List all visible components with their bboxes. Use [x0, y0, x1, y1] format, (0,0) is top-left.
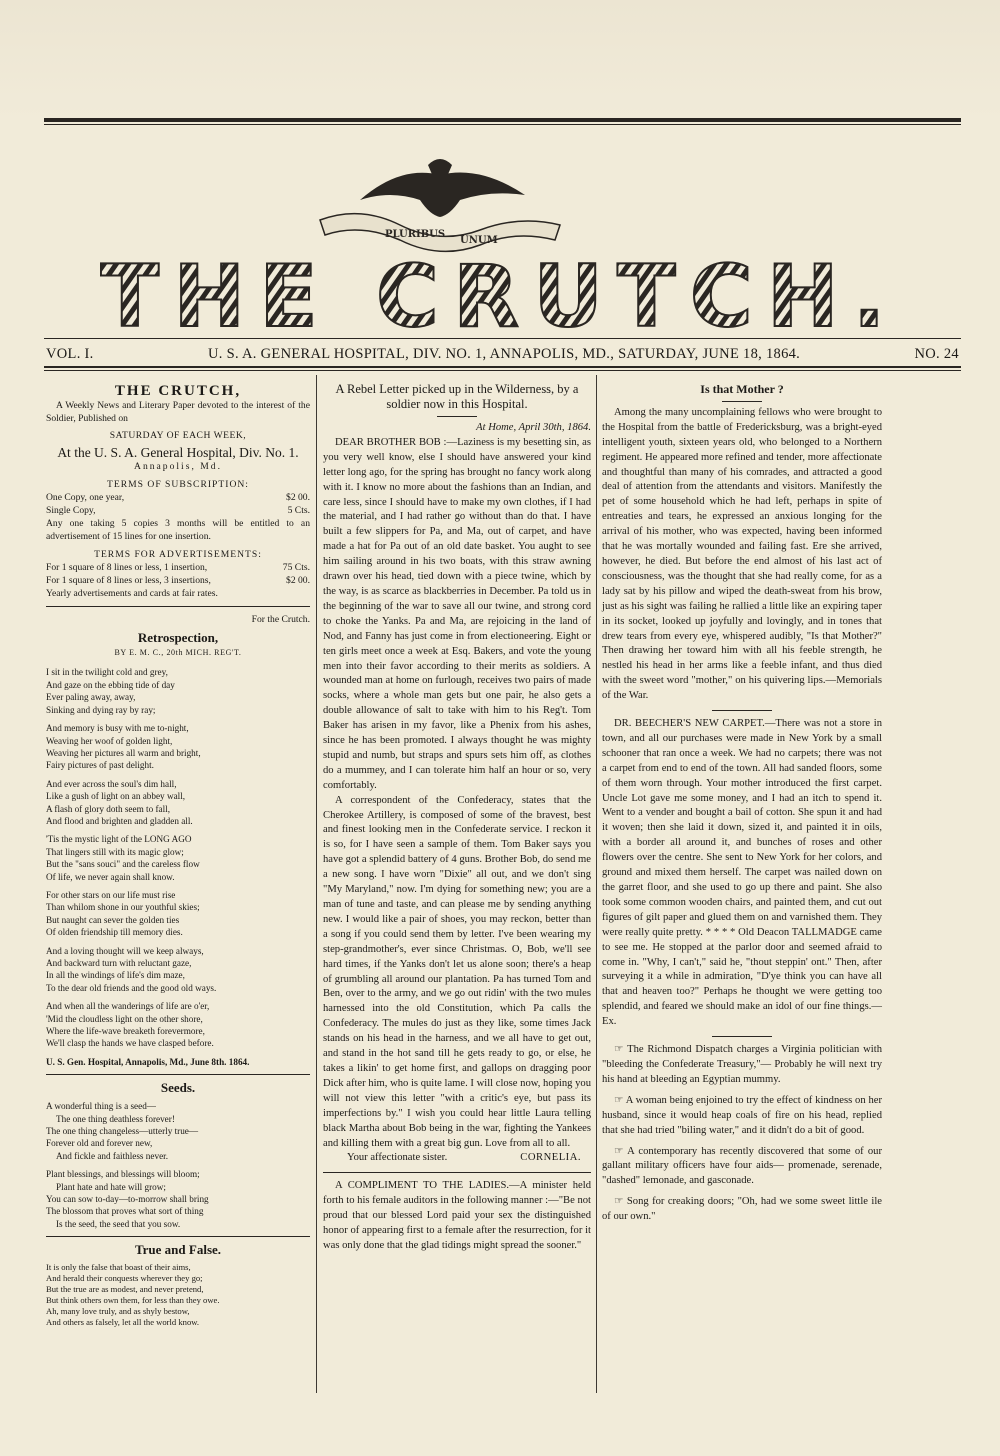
verse-line: But the true are as modest, and never pretend, — [46, 1284, 204, 1295]
stanza — [46, 1000, 310, 1050]
verse-line: But naught can sever the golden ties — [46, 914, 180, 925]
adv-2-label: For 1 square of 8 lines or less, 3 insertions, — [46, 575, 211, 587]
paper-title: THE CRUTCH, — [114, 383, 242, 399]
note-kindness — [602, 1094, 882, 1139]
tf-title: True and False. — [134, 1242, 222, 1258]
separator — [46, 606, 310, 607]
retro-title: Retrospection, — [137, 629, 219, 645]
verse-line: It is only the false that boast of their aims, — [46, 1262, 191, 1273]
pointing-hand-icon: ☞ — [614, 1196, 627, 1208]
verse-line: 'Tis the mystic light of the LONG AGO — [46, 834, 192, 845]
verse-line: Fairy pictures of past delight. — [46, 760, 154, 771]
note-text: Song for creaking doors; "Oh, had we some sweet little ile of our own." — [602, 1196, 882, 1223]
term-2-label: Single Copy, — [46, 505, 96, 517]
verse-line: You can sow to-day—to-morrow shall bring — [46, 1194, 209, 1204]
separator — [46, 1236, 310, 1237]
mother-paragraph: Among the many uncomplaining fellows who were brought to the Hospital from the battle of Fredericksburg, was a bright-eyed intelligent youth, sixteen years old, who belonged to a Northern regiment. He appeared more refined and tender, more affectionate and thoughtful than many of his comrades, and attracted a good deal of attention from the attendants and visitors. Manifestly the pet of some household which he had left, perhaps in spite of entreaties and tears, he expressed an anxious longing for the arrival of his mother, who was expected, having been informed that he was mortally wounded and failing fast. Ere she arrived, however, he died. But before the end almost of his last act of consciousness, was the thought that she had really come, for as a lady sat by his pillow and wiped the death-sweat from his brow, just as his sight was failing he rallied a little like an expiring taper in its socket, looked up joyfully and lovingly, and in tones that drew tears from every eye, whispered audibly, "Is that Mother?" Then drawing her toward him with all his feeble strength, he nestled his head in her arms like a feeble infant, and thus died with the sweet word "mother," on his quivering lips.—Memorials of the War. — [602, 406, 882, 702]
paper-city: Annapolis, Md. — [134, 461, 222, 473]
verse-line: But the "sans souci" and the careless flow — [46, 859, 200, 870]
rebel-letter-title: A Rebel Letter picked up in the Wilderness, by a soldier now in this Hospital. — [335, 382, 579, 411]
term-1-value: $2 00. — [286, 491, 310, 503]
verse-line: A flash of glory doth seem to fall, — [46, 803, 171, 814]
verse-line: And gaze on the ebbing tide of day — [46, 679, 175, 690]
signature-closing: Your affectionate sister. — [347, 1152, 448, 1164]
page-top-margin — [0, 0, 1000, 120]
top-rule-thin — [44, 124, 961, 125]
adv-1-value: 75 Cts. — [282, 561, 310, 573]
rebel-letter-para: A correspondent of the Confederacy, states that the Cherokee Artillery, is composed of some of the bravest, best and finest looking men in the Confederate service. I reckon it is so, for I have seen a sample of them. Tom Baker says you have got a splendid battery of 4 guns. Brother Bob, do send me a new song. I have worn "Dixie" all out, and we don't sing "My Maryland," now. I'm dying for something new; you are a man of tune and taste, and can please me by sending anything new. I would like a pair of shoes, you may reckon, better than a song if you could send them by letter. I've been wearing my step-grandmother's, ever since Christmas. O, Bob, we'll see hard times, if the Yanks don't let us alone soon; there's a heap of grumbling all around our plantation. Pa has turned Tom and Ben, over to the army, and we go out ridin' with the two mules harnessed into the old Constitution, which Pa calls the Confederacy. The mules do just as they like, some times Jack stands on his head in the harness, and we all have to get out, and stand in the hot sand till he gets ready to go, or else, he takes a likin' to get home first, and gallops on dragging poor Dick after him, who is quite lame. I will close now, hoping you will not view this letter "with a critic's eye, but pass its imperfections by." I wish you could hear little Laura telling black Martha about Bob being in the war, fighting the Yankees and killing them with a great big gun. Love from all to all. — [323, 794, 591, 1149]
term-note: Any one taking 5 copies 3 months will be entitled to an advertisement of 15 lines for one insertion. — [46, 518, 310, 543]
verse-line: And ever across the soul's dim hall, — [46, 778, 177, 789]
rule — [44, 366, 961, 368]
stanza — [46, 778, 310, 828]
verse-line: And flood and brighten and gladden all. — [46, 815, 193, 826]
term-2-value: 5 Cts. — [287, 505, 310, 517]
pointing-hand-icon: ☞ — [614, 1145, 628, 1157]
for-crutch: For the Crutch. — [251, 614, 310, 626]
note-dispatch — [602, 1043, 882, 1088]
retro-poem — [46, 666, 310, 1049]
stanza — [46, 1168, 310, 1230]
carpet-paragraph: DR. BEECHER'S NEW CARPET.—There was not a store in town, and all our purchases were made in New York by a small schooner that ran once a week. We had no carpets; there was not a carpet from end to end of the town. All had sanded floors, some of them worn through. Your mother introduced the first carpet. Uncle Lot gave me some money, and I had an itch to spend it. Went to a vender and bought a bail of cotton. She spun it and had it woven; then she laid it down, sized it, and painted it in oils, with a border all around it, and bunches of roses and other flowers over the centre. She sent to New York for her colors, and ground and mixed them herself. The carpet was nailed down on the garret floor, and she used to go up there and paint. She also took some common wooden chairs, and painted them, and cut out figures of gilt paper and glued them on and varnished them. They were really quite pretty. * * * * Old Deacon TALLMADGE came to see me. He stopped at the parlor door and seemed afraid to come in. "Why, I can't," said he, "thout steppin' ont." Then, after surveying it a while in admiration, "D'ye think you can have all that and heaven too?" Perhaps he thought we were getting too splendid, and feared we should make an idol of our fine things.—Ex. — [602, 718, 882, 1028]
volume: VOL. I. — [46, 346, 94, 362]
term-2 — [46, 504, 310, 517]
verse-line: Plant blessings, and blessings will bloom; — [46, 1169, 200, 1180]
separator — [46, 1074, 310, 1075]
verse-line: And memory is busy with me to-night, — [46, 723, 189, 734]
term-1 — [46, 491, 310, 504]
adv-2 — [46, 574, 310, 587]
banner-right: UNUM — [460, 235, 498, 246]
verse-line: Ever paling away, away, — [46, 692, 136, 703]
paper-day: SATURDAY OF EACH WEEK, — [109, 430, 247, 442]
verse-line: The blossom that proves what sort of thing — [46, 1206, 204, 1217]
stanza — [46, 833, 310, 883]
verse-line: Weaving her woof of golden light, — [46, 735, 173, 746]
verse-line: Like a gush of light on an abbey wall, — [46, 791, 186, 802]
verse-line: Where the life-wave breaketh forevermore, — [46, 1026, 205, 1037]
verse-line: Of olden friendship till memory dies. — [46, 927, 183, 938]
column-3 — [602, 378, 882, 1225]
retro-sign: U. S. Gen. Hospital, Annapolis, Md., June 8th. 1864. — [46, 1056, 250, 1067]
verse-line: Ah, many love truly, and as shyly bestow, — [46, 1306, 190, 1317]
separator — [323, 1172, 591, 1173]
eagle-icon — [300, 145, 580, 265]
adv-3: Yearly advertisements and cards at fair rates. — [46, 588, 218, 600]
rule — [44, 338, 961, 339]
signature-name: CORNELIA. — [520, 1152, 581, 1164]
pointing-hand-icon: ☞ — [614, 1044, 628, 1056]
note-aids — [602, 1145, 882, 1190]
verse-line: I sit in the twilight cold and grey, — [46, 667, 168, 678]
seeds-title: Seeds. — [160, 1080, 196, 1096]
verse-line: Of life, we never again shall know. — [46, 871, 175, 882]
verse-line: And fickle and faithless never. — [56, 1150, 168, 1161]
separator — [712, 1036, 772, 1037]
verse-line: And others as falsely, let all the world know. — [46, 1317, 200, 1328]
column-2 — [323, 378, 591, 1254]
compliment-paragraph: A COMPLIMENT TO THE LADIES.—A minister held forth to his female auditors in the following manner :—"Be not proud that our blessed Lord paid your sex the distinguished honor of appearing first to a female after the resurrection, for it was only done that the glad tidings might spread the sooner." — [323, 1180, 591, 1251]
rule — [44, 370, 961, 371]
column-divider — [316, 375, 317, 1393]
place-date: U. S. A. GENERAL HOSPITAL, DIV. NO. 1, ANNAPOLIS, MD., SATURDAY, JUNE 18, 1864. — [207, 346, 801, 362]
stanza — [46, 1100, 310, 1162]
verse-line: And backward turn with reluctant gaze, — [46, 958, 192, 968]
stanza — [46, 945, 310, 995]
term-1-label: One Copy, one year, — [46, 491, 125, 503]
verse-line: In all the windings of life's dim maze, — [46, 970, 185, 981]
rebel-letter-dateline: At Home, April 30th, 1864. — [476, 422, 591, 433]
verse-line: A wonderful thing is a seed— — [46, 1101, 156, 1112]
verse-line: For other stars on our life must rise — [46, 889, 176, 900]
adv-1 — [46, 561, 310, 574]
verse-line: And a loving thought will we keep always, — [46, 945, 204, 956]
verse-line: Sinking and dying ray by ray; — [46, 704, 156, 715]
column-divider — [596, 375, 597, 1393]
separator — [712, 710, 772, 711]
verse-line: Than whilom shone in our youthful skies; — [46, 902, 200, 913]
banner-left: PLURIBUS — [385, 229, 446, 240]
verse-line: We'll clasp the hands we have clasped before. — [46, 1038, 214, 1049]
paper-at: At the U. S. A. General Hospital, Div. No. 1. — [57, 444, 299, 460]
separator — [437, 416, 477, 417]
terms-title: TERMS OF SUBSCRIPTION: — [107, 478, 249, 490]
verse-line: The one thing changeless—utterly true— — [46, 1125, 199, 1136]
stanza — [46, 666, 310, 716]
verse-line: And herald their conquests wherever they go; — [46, 1273, 203, 1284]
seeds-poem — [46, 1100, 310, 1230]
note-doors — [602, 1195, 882, 1225]
paper-desc: A Weekly News and Literary Paper devoted to the interest of the Soldier, Published on — [46, 399, 310, 425]
adv-title: TERMS FOR ADVERTISEMENTS: — [94, 548, 262, 560]
verse-line: That lingers still with its magic glow; — [46, 846, 184, 857]
verse-line: The one thing deathless forever! — [56, 1113, 175, 1124]
separator — [722, 401, 762, 402]
verse-line: Plant hate and hate will grow; — [56, 1181, 166, 1192]
tf-poem — [46, 1262, 310, 1328]
masthead-text: THE CRUTCH. — [100, 248, 900, 338]
verse-line: Forever old and forever new, — [46, 1138, 153, 1149]
issue-line — [46, 346, 959, 363]
masthead-title — [100, 248, 900, 338]
verse-line: 'Mid the cloudless light on the other shore, — [46, 1013, 203, 1024]
verse-line: Weaving her pictures all warm and bright, — [46, 747, 201, 758]
verse-line: But think others own them, for less than they owe. — [46, 1295, 220, 1306]
note-text: A woman being enjoined to try the effect of kindness on her husband, since it would heap coals of fire on his head, replied that she had tried "biling water," and it didn't do a bit of good. — [602, 1094, 882, 1136]
top-rule — [44, 118, 961, 122]
rebel-letter-signature — [323, 1151, 591, 1166]
rebel-letter-para: DEAR BROTHER BOB :—Laziness is my besetting sin, as you very well know, else I should have answered your kind letter long ago, for the spring has brought no fancy work along with it. I know no more about the fashions than an Indian, and care less, since I should have to make my own clothes, if I had the material, and I had rather go without than do that. I have built a few slippers for Pa, and Ma, out of carpet, and have made a hat for Pa out of an old date basket. You aught to see him sailing around in his two boats, with this straw awning drawn over his head, tied down with a piece twine, which by the way, is as scarce as blackberries in December. Pa told us in the beginning of the war to save all our twine, and strong cord to choke the Yanks. Pa and Ma, are rejoicing in the land of Nod, and Fanny has just come in from electioneering. Eight or ten girls meet once a week at Esq. Bakers, and vote the young men into their favor according to their merits as soldiers. A wounded man at home on furlough, receives two pairs of made socks, where a whole man gets but one pair, he also gets a double allowance of salt to take with him to his Reg't. Tom Baker has arisen in my favor, like a Phenix from his ashes, since he has been promoted. I always thought he was mighty stupid and numb, but straps and spurs sets him off, as clothes do a mummey, and I can tolerate him half an hour or so, very comfortably. — [323, 436, 591, 791]
verse-line: To the dear old friends and the good old ways. — [46, 982, 217, 993]
adv-1-label: For 1 square of 8 lines or less, 1 insertion, — [46, 561, 208, 573]
note-text: A contemporary has recently discovered that some of our gallant military officers have four aids— promenade, serenade, "dashed" lemonade, and gasconade. — [602, 1145, 882, 1187]
verse-line: And when all the wanderings of life are o'er, — [46, 1001, 210, 1012]
stanza — [46, 722, 310, 772]
mother-title: Is that Mother ? — [700, 382, 784, 396]
pointing-hand-icon: ☞ — [614, 1094, 626, 1106]
verse-line: Is the seed, the seed that you sow. — [56, 1218, 181, 1229]
note-text: The Richmond Dispatch charges a Virginia politician with "bleeding the Confederate Treasury,"— Probably he will next try his hand at bleeding an Egyptian mummy. — [602, 1044, 882, 1085]
adv-2-value: $2 00. — [286, 575, 310, 587]
retro-byline: BY E. M. C., 20th MICH. REG'T. — [114, 647, 242, 657]
column-1 — [46, 378, 310, 1328]
stanza — [46, 889, 310, 939]
issue-number: NO. 24 — [914, 346, 959, 362]
